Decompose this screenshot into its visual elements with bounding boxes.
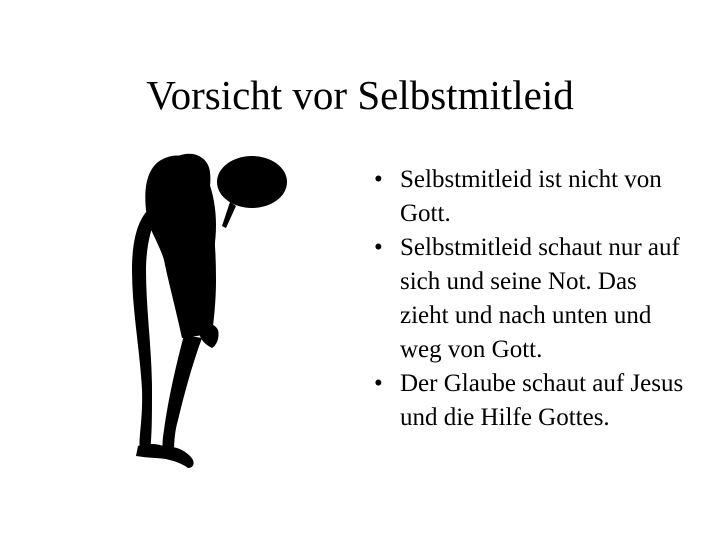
- slide-title: Vorsicht vor Selbstmitleid: [146, 72, 574, 118]
- bullet-marker: •: [374, 370, 383, 397]
- bullet-text: Der Glaube schaut auf Jesus und die Hilfe Gottes.: [400, 370, 684, 431]
- bullet-text: Selbstmitleid schaut nur auf sich und seine Not. Das zieht und nach unten und weg von Gott.: [400, 234, 680, 363]
- bullet-item: [370, 231, 690, 367]
- bullet-item: [370, 163, 690, 231]
- sad-figure-thought-bubble-icon: [118, 150, 288, 490]
- bullet-list: [370, 163, 690, 435]
- bullet-item: [370, 367, 690, 435]
- bullet-text: Selbstmitleid ist nicht von Gott.: [400, 166, 662, 227]
- bullet-marker: •: [374, 166, 383, 193]
- bullet-marker: •: [374, 234, 383, 261]
